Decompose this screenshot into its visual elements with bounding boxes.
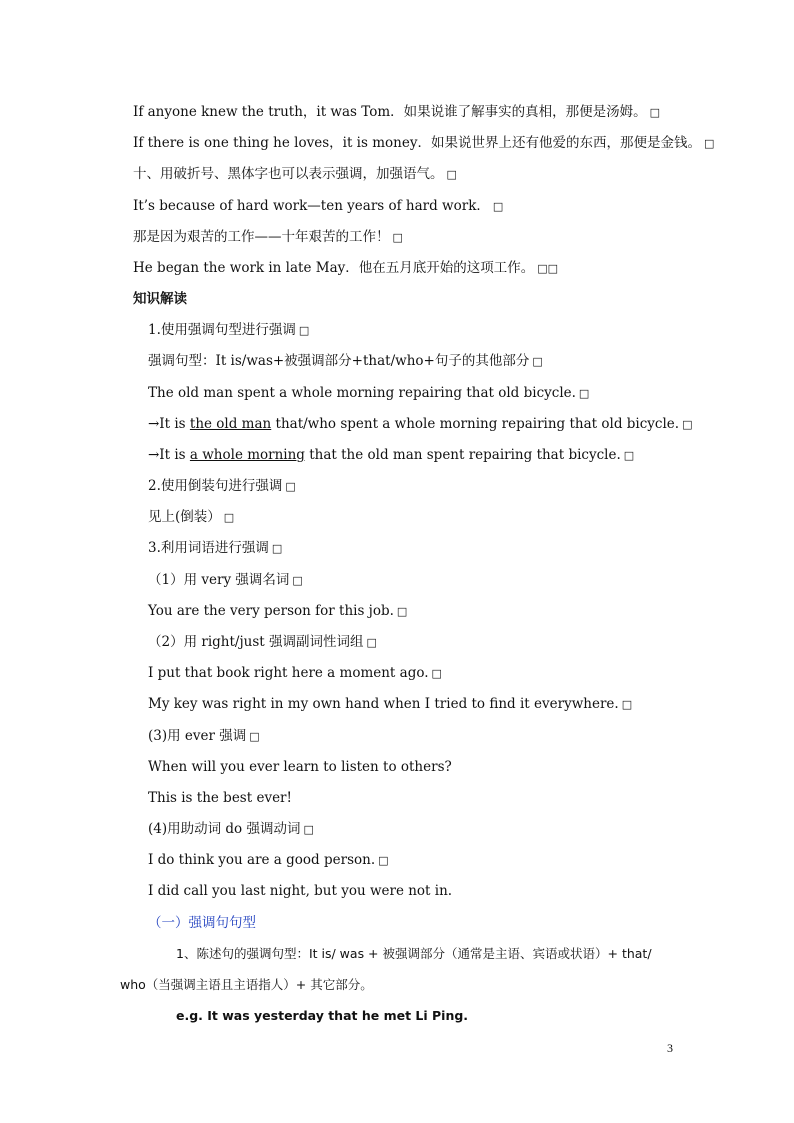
paragraph-mark: □: [703, 137, 715, 150]
text-line: I did call you last night, but you were not in.: [148, 883, 453, 899]
paragraph-mark: □: [298, 324, 310, 337]
paragraph-mark: □: [292, 574, 303, 587]
text-line: The old man spent a whole morning repairing that old bicycle. □: [148, 385, 590, 401]
paragraph-mark: □: [271, 542, 283, 555]
text-line: 1.使用强调句型进行强调 □: [148, 322, 310, 338]
example-line: e.g. It was yesterday that he met Li Ping.: [176, 1008, 469, 1023]
section-title: 知识解读: [133, 291, 187, 307]
paragraph-mark: □: [446, 168, 457, 181]
paragraph-mark: □: [682, 418, 693, 431]
page-number: 3: [667, 1041, 673, 1055]
paragraph-mark: □□: [537, 262, 559, 275]
text-line: （1）用 very 强调名词 □: [148, 572, 303, 588]
text-line: My key was right in my own hand when I tried to find it everywhere. □: [148, 696, 633, 712]
text-line: 强调句型：It is/was+被强调部分+that/who+句子的其他部分 □: [148, 353, 543, 369]
paragraph-mark: □: [303, 823, 314, 836]
text-line: 1、陈述句的强调句型：It is/ was + 被强调部分（通常是主语、宾语或状语）+ that/: [176, 946, 652, 961]
paragraph-mark: □: [492, 200, 504, 213]
paragraph-mark: □: [621, 698, 633, 711]
text-line: It’s because of hard work—ten years of hard work． □: [133, 198, 504, 214]
paragraph-mark: □: [431, 667, 442, 680]
text-line: When will you ever learn to listen to others?: [148, 759, 452, 775]
section-heading: 十、用破折号、黑体字也可以表示强调，加强语气。 □: [133, 166, 457, 182]
paragraph-mark: □: [396, 605, 408, 618]
paragraph-mark: □: [285, 480, 296, 493]
paragraph-mark: □: [623, 449, 635, 462]
underlined-phrase: a whole morning: [189, 447, 305, 463]
paragraph-mark: □: [223, 511, 235, 524]
text-line: I put that book right here a moment ago. □: [148, 665, 442, 681]
paragraph-mark: □: [392, 231, 403, 244]
text-line: (4)用助动词 do 强调动词 □: [148, 821, 314, 837]
paragraph-mark: □: [378, 854, 389, 867]
text-line: 2.使用倒装句进行强调 □: [148, 478, 296, 494]
text-line: 见上(倒装） □: [148, 509, 235, 525]
underlined-phrase: the old man: [189, 416, 272, 432]
text-line: I do think you are a good person. □: [148, 852, 389, 868]
text-line: who（当强调主语且主语指人）+ 其它部分。: [120, 977, 373, 992]
text-line: If there is one thing he loves，it is money．如果说世界上还有他爱的东西，那便是金钱。 □: [133, 135, 715, 151]
subsection-title: （一）强调句句型: [148, 915, 256, 931]
text-line: 那是因为艰苦的工作——十年艰苦的工作！ □: [133, 229, 403, 245]
text-line: You are the very person for this job. □: [148, 603, 408, 619]
text-line: →It is a whole morning that the old man spent repairing that bicycle. □: [148, 447, 635, 463]
text-line: （2）用 right/just 强调副词性词组 □: [148, 634, 377, 650]
text-line: This is the best ever!: [148, 790, 292, 806]
paragraph-mark: □: [249, 730, 260, 743]
text-line: He began the work in late May．他在五月底开始的这项工作。 □□: [133, 260, 559, 276]
text-line: If anyone knew the truth，it was Tom．如果说谁了解事实的真相，那便是汤姆。 □: [133, 104, 661, 120]
paragraph-mark: □: [578, 387, 590, 400]
text-line: (3)用 ever 强调 □: [148, 728, 260, 744]
text-line: →It is the old man that/who spent a whole morning repairing that old bicycle. □: [148, 416, 693, 432]
text-line: 3.利用词语进行强调 □: [148, 540, 283, 556]
paragraph-mark: □: [649, 106, 661, 119]
paragraph-mark: □: [366, 636, 377, 649]
paragraph-mark: □: [532, 355, 543, 368]
